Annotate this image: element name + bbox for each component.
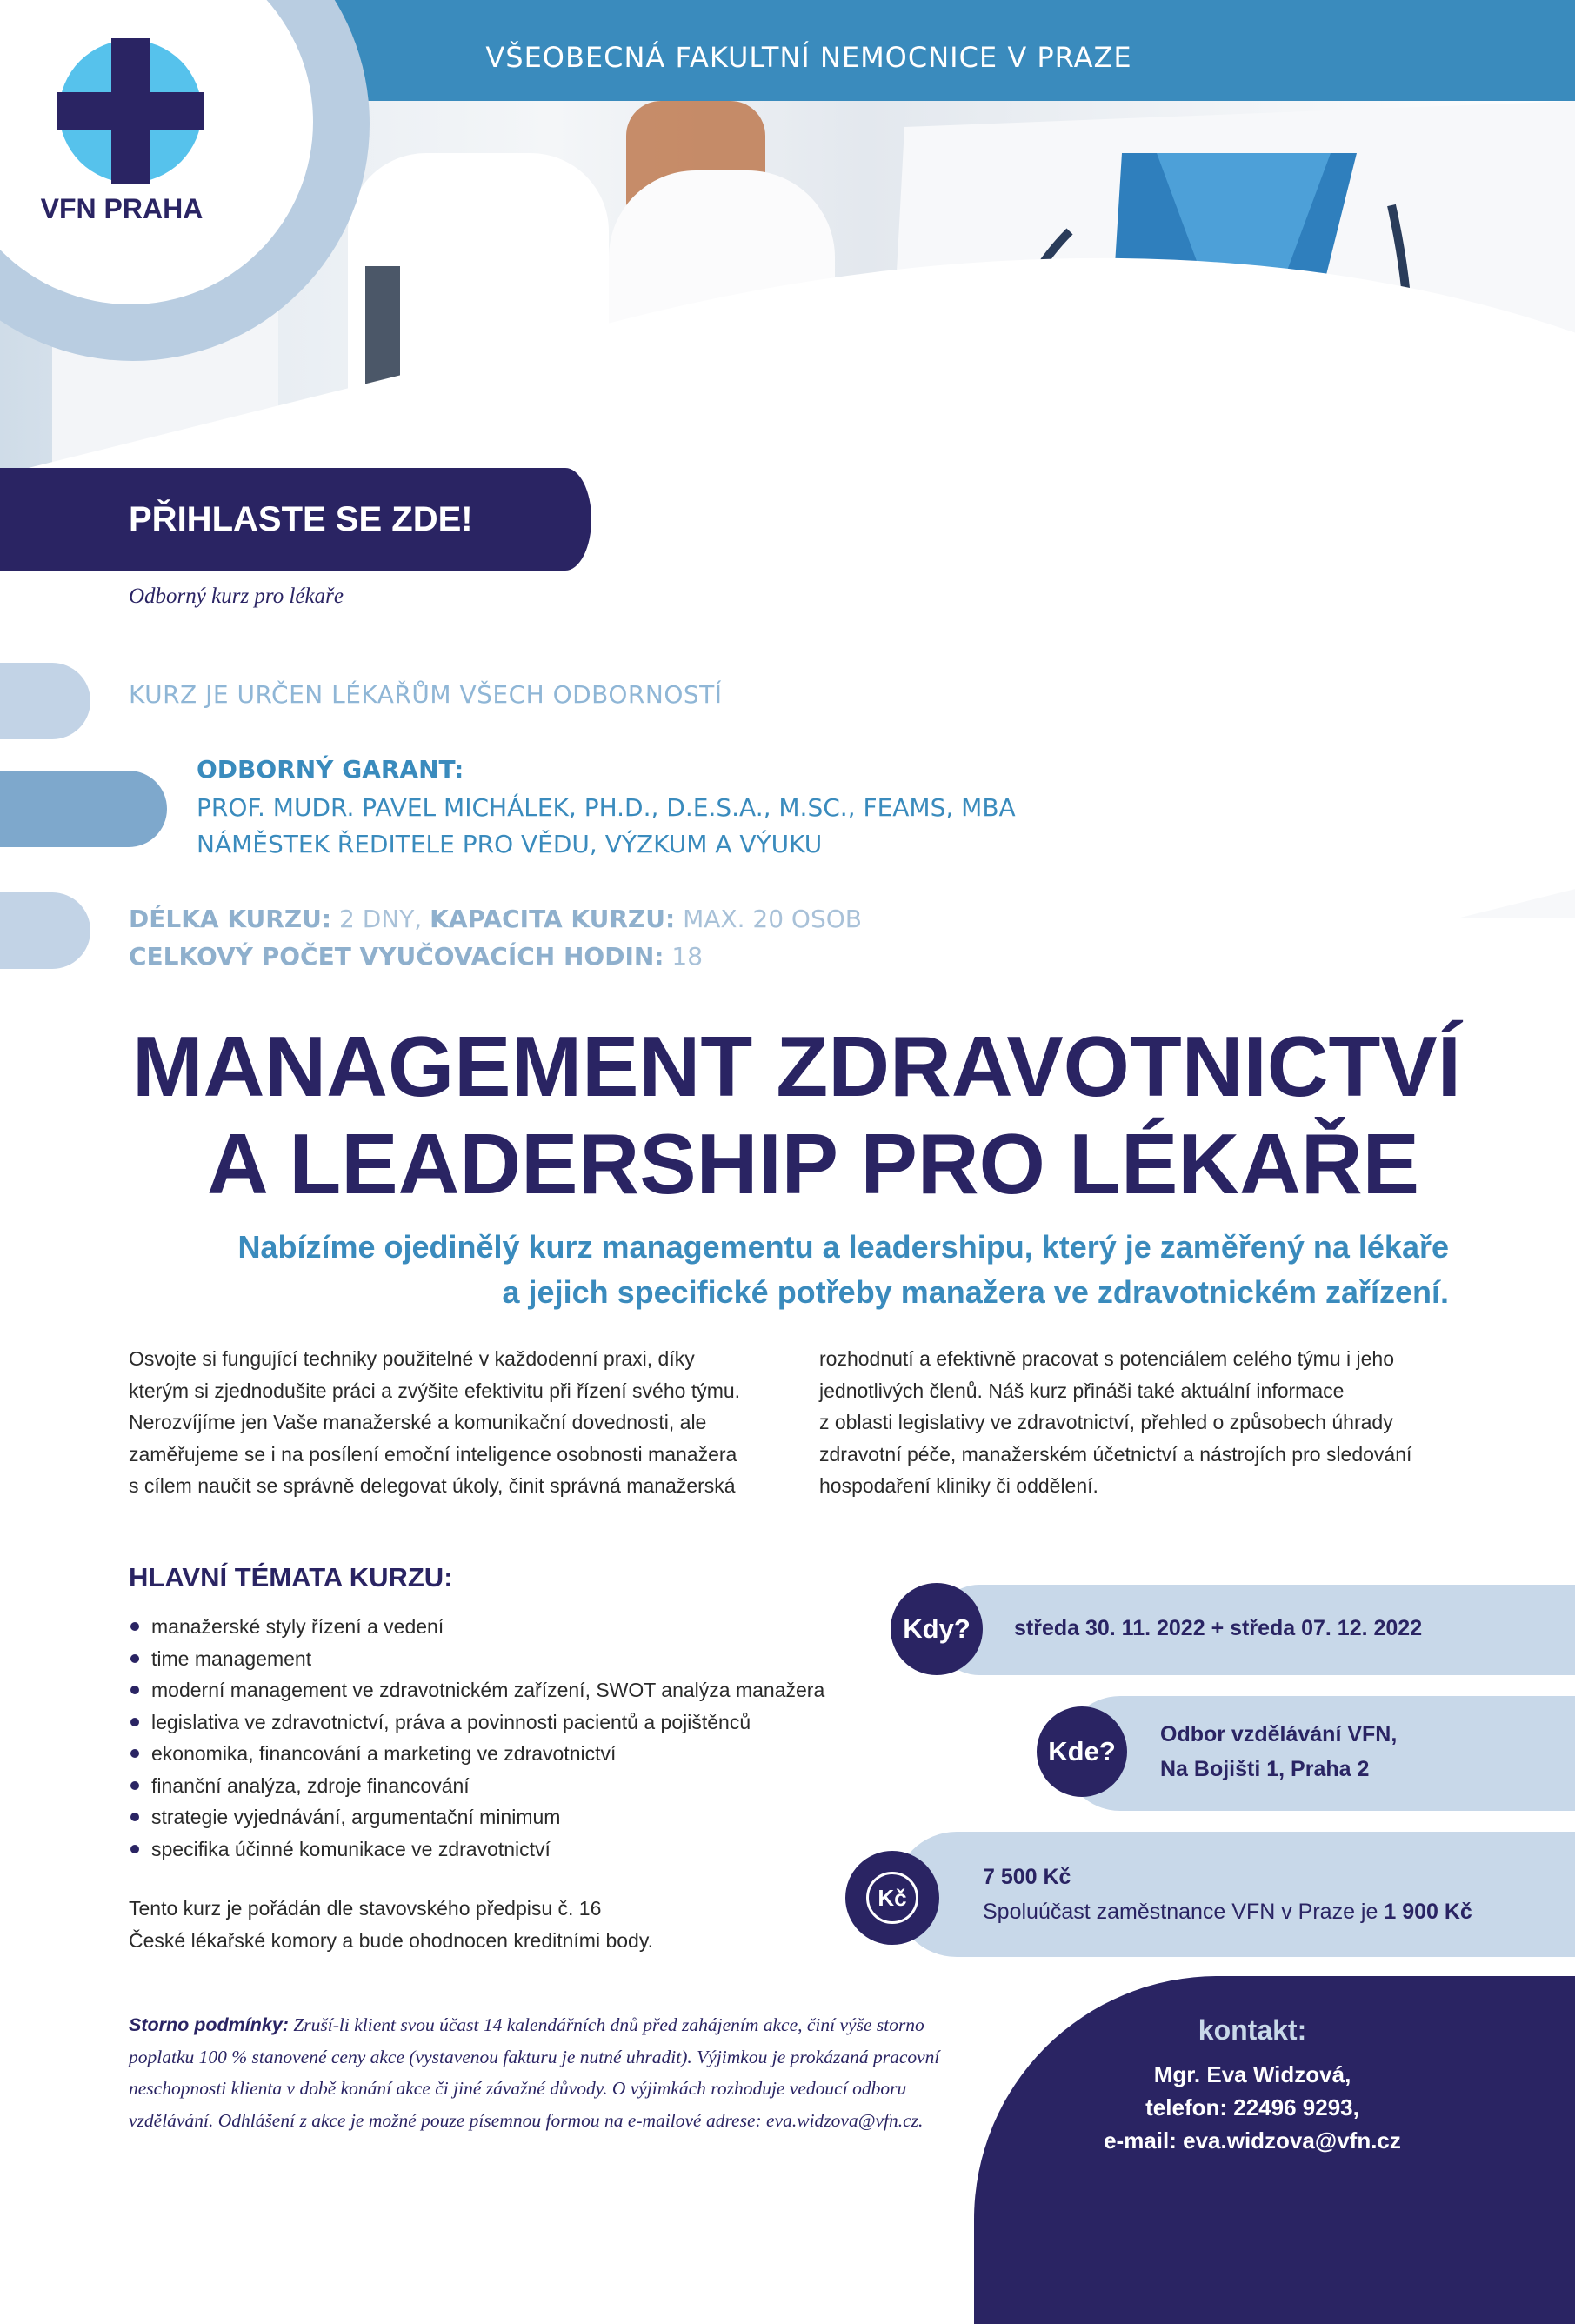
price-pill <box>894 1832 1575 1957</box>
decorative-tab <box>0 892 90 969</box>
body-line: z oblasti legislativy ve zdravotnictví, přehled o způsobech úhrady <box>819 1411 1393 1433</box>
course-subtitle: Odborný kurz pro lékaře <box>129 584 344 608</box>
body-line: rozhodnutí a efektivně pracovat s potenciálem celého týmu i jeho <box>819 1347 1394 1370</box>
price-value: 7 500 Kč <box>983 1865 1071 1889</box>
list-item: ekonomika, financování a marketing ve zdravotnictví <box>129 1738 824 1770</box>
lead-line-1: Nabízíme ojedinělý kurz managementu a leadershipu, který je zaměřený na lékaře <box>237 1229 1449 1265</box>
accreditation-line-1: Tento kurz je pořádán dle stavovského předpisu č. 16 <box>129 1897 602 1920</box>
list-item: specifika účinné komunikace ve zdravotnictví <box>129 1833 824 1866</box>
body-line: s cílem naučit se správně delegovat úkoly, činit správná manažerská <box>129 1474 736 1497</box>
garant-label: ODBORNÝ GARANT: <box>197 755 464 784</box>
list-item: strategie vyjednávání, argumentační minimum <box>129 1801 824 1833</box>
staff-price-text: Spoluúčast zaměstnance VFN v Praze je <box>983 1900 1378 1924</box>
currency-icon: Kč <box>866 1872 918 1924</box>
where-line-1: Odbor vzdělávání VFN, <box>1160 1722 1398 1746</box>
body-line: jednotlivých členů. Náš kurz přináši také aktuální informace <box>819 1379 1345 1402</box>
headline-line-1: MANAGEMENT ZDRAVOTNICTVÍ <box>132 1018 1461 1114</box>
hours-label: CELKOVÝ POČET VYUČOVACÍCH HODIN: <box>129 942 664 971</box>
body-line: kterým si zjednodušite práci a zvýšite efektivitu při řízení svého týmu. <box>129 1379 741 1402</box>
where-pill <box>1063 1696 1575 1811</box>
body-line: hospodaření kliniky či oddělení. <box>819 1474 1098 1497</box>
storno-label: Storno podmínky: <box>129 2014 289 2035</box>
headline-line-2: A LEADERSHIP PRO LÉKAŘE <box>207 1116 1419 1212</box>
staff-price <box>983 1900 1472 1925</box>
course-length-capacity <box>129 905 862 933</box>
body-column-1 <box>129 1343 807 1502</box>
body-line: zdravotní péče, manažerském účetnictví a nástrojích pro sledování <box>819 1442 1412 1466</box>
when-badge: Kdy? <box>891 1583 983 1675</box>
list-item: legislativa ve zdravotnictví, práva a povinnosti pacientů a pojištěnců <box>129 1706 824 1739</box>
capacity-label: KAPACITA KURZU: <box>430 905 676 933</box>
contact-email[interactable]: e-mail: eva.widzova@vfn.cz <box>1104 2127 1401 2154</box>
body-line: Osvojte si fungující techniky použitelné v každodenní praxi, díky <box>129 1347 695 1370</box>
medical-cross-icon <box>57 38 204 184</box>
price-badge <box>845 1851 939 1945</box>
target-audience: KURZ JE URČEN LÉKAŘŮM VŠECH ODBORNOSTÍ <box>129 680 723 709</box>
accreditation-note <box>129 1893 653 1956</box>
storno-conditions <box>129 2009 964 2136</box>
institution-name: VŠEOBECNÁ FAKULTNÍ NEMOCNICE V PRAZE <box>485 41 1132 74</box>
where-line-2: Na Bojišti 1, Praha 2 <box>1160 1757 1370 1781</box>
garant-role: NÁMĚSTEK ŘEDITELE PRO VĚDU, VÝZKUM A VÝUKU <box>197 830 823 858</box>
body-column-2 <box>819 1343 1498 1502</box>
capacity-value: MAX. 20 OSOB <box>683 905 862 933</box>
length-value: 2 DNY, <box>338 905 423 933</box>
topics-list <box>129 1611 824 1865</box>
body-line: Nerozvíjíme jen Vaše manažerské a komunikační dovednosti, ale <box>129 1411 707 1433</box>
course-hours <box>129 942 703 971</box>
length-label: DÉLKA KURZU: <box>129 905 332 933</box>
topics-title: HLAVNÍ TÉMATA KURZU: <box>129 1562 453 1593</box>
where-badge: Kde? <box>1037 1706 1127 1797</box>
signup-label[interactable]: PŘIHLASTE SE ZDE! <box>129 500 473 538</box>
contact-phone[interactable]: telefon: 22496 9293, <box>1145 2094 1359 2120</box>
body-line: zaměřujeme se i na posílení emoční inteligence osobnosti manažera <box>129 1442 737 1466</box>
garant-name: PROF. MUDR. PAVEL MICHÁLEK, PH.D., D.E.S.A., M.SC., FEAMS, MBA <box>197 793 1016 822</box>
staff-price-value: 1 900 Kč <box>1384 1900 1472 1924</box>
list-item: manažerské styly řízení a vedení <box>129 1611 824 1643</box>
contact-name: Mgr. Eva Widzová, <box>1153 2061 1351 2087</box>
lead-text <box>87 1225 1449 1315</box>
logo-text: VFN PRAHA <box>40 193 204 224</box>
storno-text: Zruší-li klient svou účast 14 kalendářních dnů před zahájením akce, činí výše storno poplatku 100 % stanovené ceny akce (vystavenou fakturu je nutné uhradit). Výjimkou je prokázaná pracovní neschopnosti klienta v době konání akce či jiné závažné důvody. O výjimkách rozhoduje vedoucí odboru vzdělávání. Odhlášení z akce je možné pouze písemnou formou na e-mailové adrese: eva.widzova@vfn.cz. <box>129 2014 940 2131</box>
decorative-tab <box>0 771 167 847</box>
decorative-tab <box>0 663 90 739</box>
when-value: středa 30. 11. 2022 + středa 07. 12. 2022 <box>1014 1616 1423 1640</box>
accreditation-line-2: České lékařské komory a bude ohodnocen kreditními body. <box>129 1928 654 1952</box>
hours-value: 18 <box>671 942 704 971</box>
contact-title: kontakt: <box>1198 2014 1307 2046</box>
list-item: time management <box>129 1643 824 1675</box>
headline <box>87 1018 1461 1212</box>
list-item: finanční analýza, zdroje financování <box>129 1770 824 1802</box>
list-item: moderní management ve zdravotnickém zařízení, SWOT analýza manažera <box>129 1674 824 1706</box>
lead-line-2: a jejich specifické potřeby manažera ve zdravotnickém zařízení. <box>502 1274 1449 1310</box>
